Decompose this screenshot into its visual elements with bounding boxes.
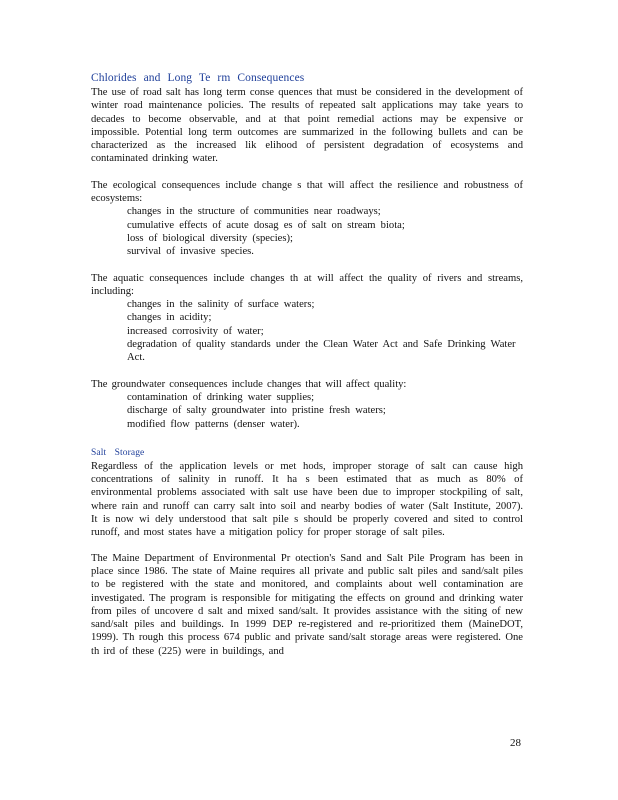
- storage-paragraph-2: The Maine Department of Environmental Pr otection's Sand and Salt Pile Program has been in place since 1986. The state of Maine requires all private and public salt piles and sand/salt piles to be registered with the state and monitored, and complaints about well contamination are investigated. The program is responsible for mitigating the effects on ground and drinking water from piles of uncovere d salt and mixed sand/salt. It provides assistance with the siting of new sand/salt piles and buildings. In 1999 DEP re-registered and re-prioritized them (MaineDOT, 1999). Th rough this process 674 public and private sand/salt storage areas were registered. One th ird of these (225) were in buildings, and: [91, 552, 523, 657]
- document-page: [91, 72, 523, 658]
- list-item: modified flow patterns (denser water).: [127, 418, 300, 430]
- list-item: changes in the salinity of surface waters;: [127, 299, 315, 311]
- list-item: changes in acidity;: [127, 312, 212, 324]
- list-item: increased corrosivity of water;: [127, 325, 264, 337]
- groundwater-list: [91, 391, 523, 431]
- list-item: contamination of drinking water supplies;: [127, 391, 315, 403]
- ecological-list: [91, 205, 523, 258]
- chlorides-heading: Chlorides and Long Te rm Consequences: [91, 72, 305, 84]
- aquatic-lead: The aquatic consequences include changes th at will affect the quality of rivers and streams, including:: [91, 272, 523, 297]
- list-item: discharge of salty groundwater into pristine fresh waters;: [127, 405, 386, 417]
- page-number: 28: [510, 737, 521, 749]
- list-item: degradation of quality standards under the Clean Water Act and Safe Drinking Water Act.: [127, 339, 516, 364]
- ecological-lead: The ecological consequences include change s that will affect the resilience and robustness of ecosystems:: [91, 179, 523, 205]
- groundwater-lead: The groundwater consequences include changes that will affect quality:: [91, 378, 407, 390]
- list-item: loss of biological diversity (species);: [127, 232, 293, 244]
- salt-storage-heading: Salt Storage: [91, 447, 145, 458]
- aquatic-list: [91, 298, 523, 364]
- list-item: changes in the structure of communities near roadways;: [127, 206, 381, 218]
- storage-paragraph-1: Regardless of the application levels or met hods, improper storage of salt can cause high concentrations of salinity in runoff. It ha s been estimated that as much as 80% of environmental problems associated with salt use have been due to improper stockpiling of salt, where rain and runoff can carry salt into soil and nearby bodies of water (Salt Institute, 2007). It is now wi dely understood that salt pile s should be properly covered and sited to control runoff, and most states have a mitigation policy for proper storage of salt piles.: [91, 460, 523, 539]
- intro-paragraph: The use of road salt has long term conse quences that must be considered in the development of winter road maintenance policies. The results of repeated salt applications may take years to decades to become observable, and at that point remedial actions may be expensive or impossible. Potential long term outcomes are summarized in the following bullets and can be characterized as the increased lik elihood of persistent degradation of ecosystems and contaminated drinking water.: [91, 87, 523, 165]
- list-item: cumulative effects of acute dosag es of salt on stream biota;: [127, 219, 405, 231]
- list-item: survival of invasive species.: [127, 246, 254, 258]
